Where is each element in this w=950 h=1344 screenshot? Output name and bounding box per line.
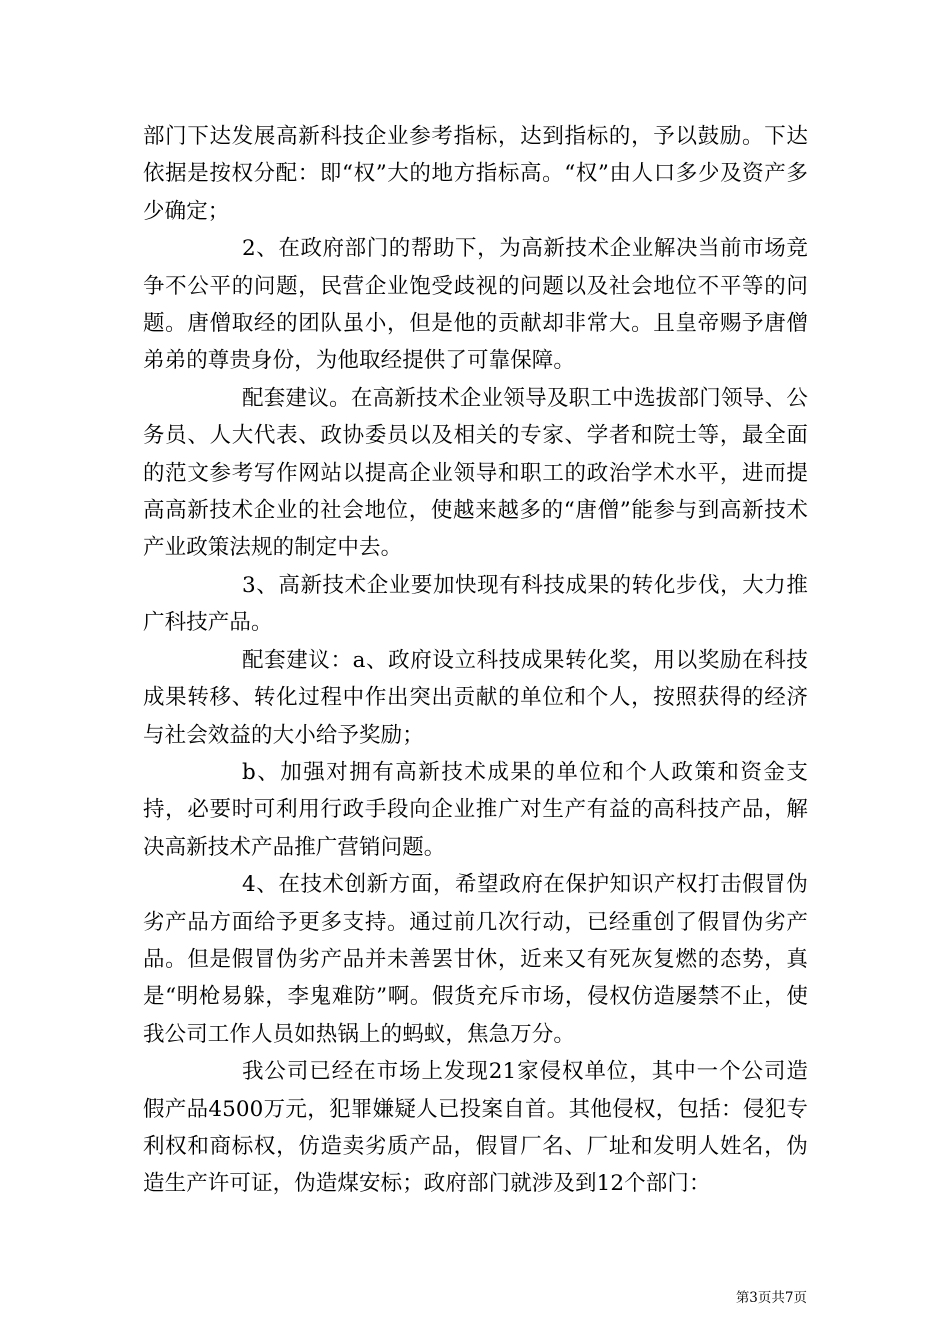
paragraph-item-2: 2、在政府部门的帮助下，为高新技术企业解决当前市场竞争不公平的问题，民营企业饱受歧视的问题以及社会地位不平等的问题。唐僧取经的团队虽小，但是他的贡献却非常大。且皇帝赐予唐僧弟弟的尊贵身份，为他取经提供了可靠保障。 bbox=[143, 236, 808, 374]
paragraph-continuation: 部门下达发展高新科技企业参考指标，达到指标的，予以鼓励。下达依据是按权分配：即“权”大的地方指标高。“权”由人口多少及资产多少确定； bbox=[143, 124, 808, 224]
paragraph-supporting-suggestion: 配套建议。在高新技术企业领导及职工中选拔部门领导、公务员、人大代表、政协委员以及相关的专家、学者和院士等，最全面的范文参考写作网站以提高企业领导和职工的政治学术水平，进而提高高新技术企业的社会地位，使越来越多的“唐僧”能参与到高新技术产业政策法规的制定中去。 bbox=[143, 385, 808, 561]
paragraph-infringement: 我公司已经在市场上发现21家侵权单位，其中一个公司造假产品4500万元，犯罪嫌疑人已投案自首。其他侵权，包括：侵犯专利权和商标权，仿造卖劣质产品，假冒厂名、厂址和发明人姓名，伪造生产许可证，伪造煤安标；政府部门就涉及到12个部门： bbox=[143, 1059, 808, 1197]
body-text bbox=[143, 118, 808, 1203]
page-number-footer: 第3页共7页 bbox=[735, 1290, 807, 1306]
paragraph-item-4: 4、在技术创新方面，希望政府在保护知识产权打击假冒伪劣产品方面给予更多支持。通过前几次行动，已经重创了假冒伪劣产品。但是假冒伪劣产品并未善罢甘休，近来又有死灰复燃的态势，真是“明枪易躲，李鬼难防”啊。假货充斥市场，侵权仿造屡禁不止，使我公司工作人员如热锅上的蚂蚁，焦急万分。 bbox=[143, 872, 808, 1047]
paragraph-item-3: 3、高新技术企业要加快现有科技成果的转化步伐，大力推广科技产品。 bbox=[143, 572, 808, 636]
paragraph-suggestion-b: b、加强对拥有高新技术成果的单位和个人政策和资金支持，必要时可利用行政手段向企业推广对生产有益的高科技产品，解决高新技术产品推广营销问题。 bbox=[143, 759, 808, 860]
paragraph-suggestion-a: 配套建议：a、政府设立科技成果转化奖，用以奖励在科技成果转移、转化过程中作出突出贡献的单位和个人，按照获得的经济与社会效益的大小给予奖励； bbox=[143, 647, 808, 748]
